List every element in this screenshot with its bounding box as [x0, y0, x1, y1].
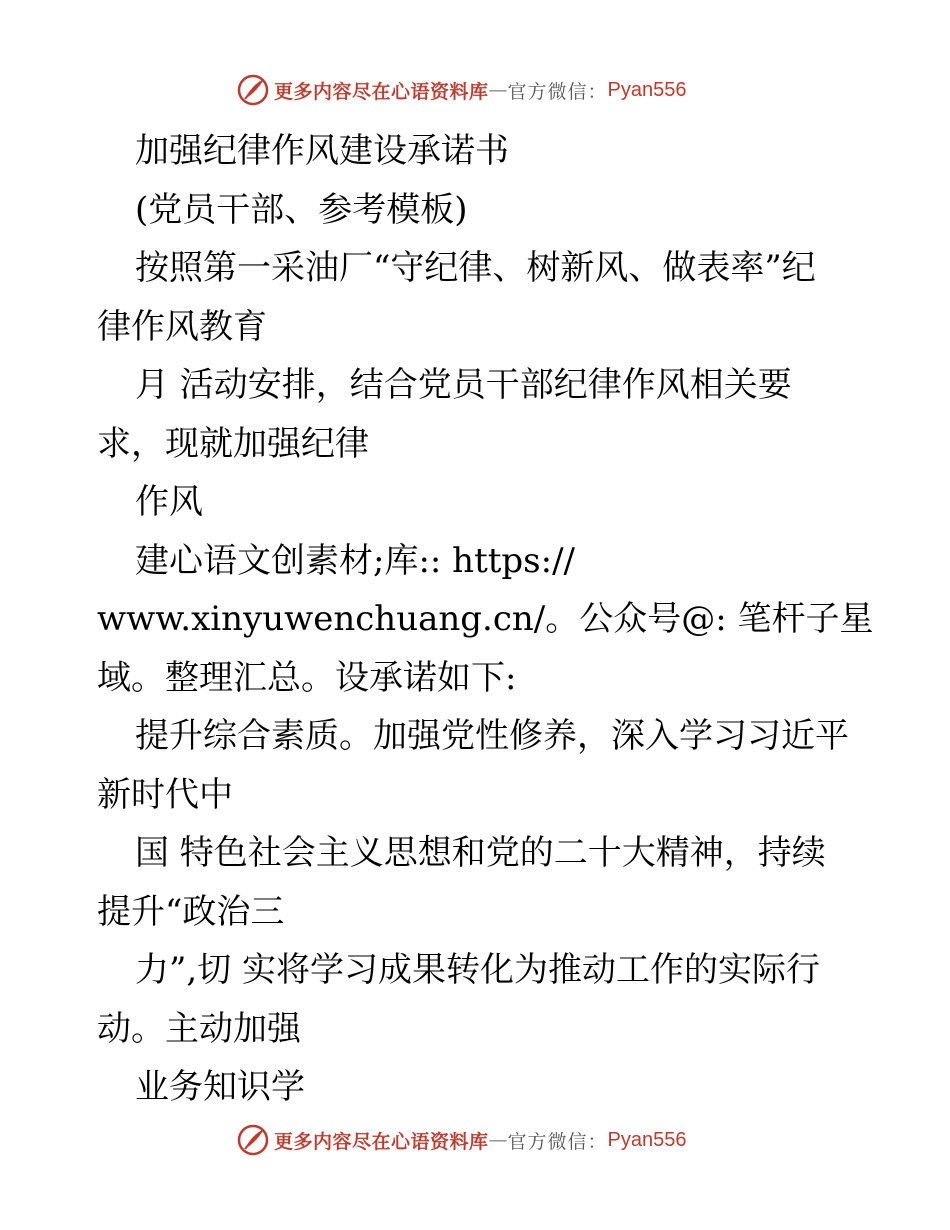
document-line: 力”,切 实将学习成果转化为推动工作的实际行 [135, 950, 820, 990]
document-line: 律作风教育 [97, 306, 267, 347]
watermark-label: 官方微信： [507, 1130, 608, 1153]
footer-watermark [236, 1122, 687, 1158]
document-line: 求，现就加强纪律 [97, 423, 369, 464]
document-line: www.xinyuwenchuang.cn/。公众号@: 笔杆子星 [97, 599, 874, 639]
document-line: 业务知识学 [135, 1067, 305, 1107]
document-line: 新时代中 [97, 774, 233, 815]
watermark-wechat-id: Pyan556 [607, 1128, 687, 1151]
document-line: 国 特色社会主义思想和党的二十大精神，持续 [135, 833, 826, 873]
watermark-site-text: 更多内容尽在心语资料库 [274, 1130, 489, 1153]
document-line: 域。整理汇总。设承诺如下: [97, 657, 517, 698]
document-line: 提升“政治三 [97, 891, 285, 932]
document-body [97, 122, 877, 1117]
document-line: 按照第一采油厂“守纪律、树新风、做表率”纪 [135, 248, 816, 288]
document-line: 作风 [135, 482, 203, 522]
document-line: 提升综合素质。加强党性修养，深入学习习近平 [135, 716, 849, 756]
document-line: 动。主动加强 [97, 1008, 301, 1049]
watermark-site-text: 更多内容尽在心语资料库 [274, 80, 489, 103]
watermark-dash: — [488, 1129, 508, 1151]
document-line: 月 活动安排，结合党员干部纪律作风相关要 [135, 365, 792, 405]
document-line: 建心语文创素材;库:: https:// [135, 540, 575, 581]
watermark-dash: — [488, 79, 508, 101]
document-line: (党员干部、参考模板) [135, 189, 468, 230]
feather-pen-circle-icon [236, 1123, 270, 1157]
watermark-wechat-id: Pyan556 [607, 78, 687, 101]
watermark-label: 官方微信： [507, 80, 608, 103]
feather-pen-circle-icon [236, 73, 270, 107]
document-line: 加强纪律作风建设承诺书 [135, 131, 509, 171]
header-watermark [236, 72, 687, 108]
